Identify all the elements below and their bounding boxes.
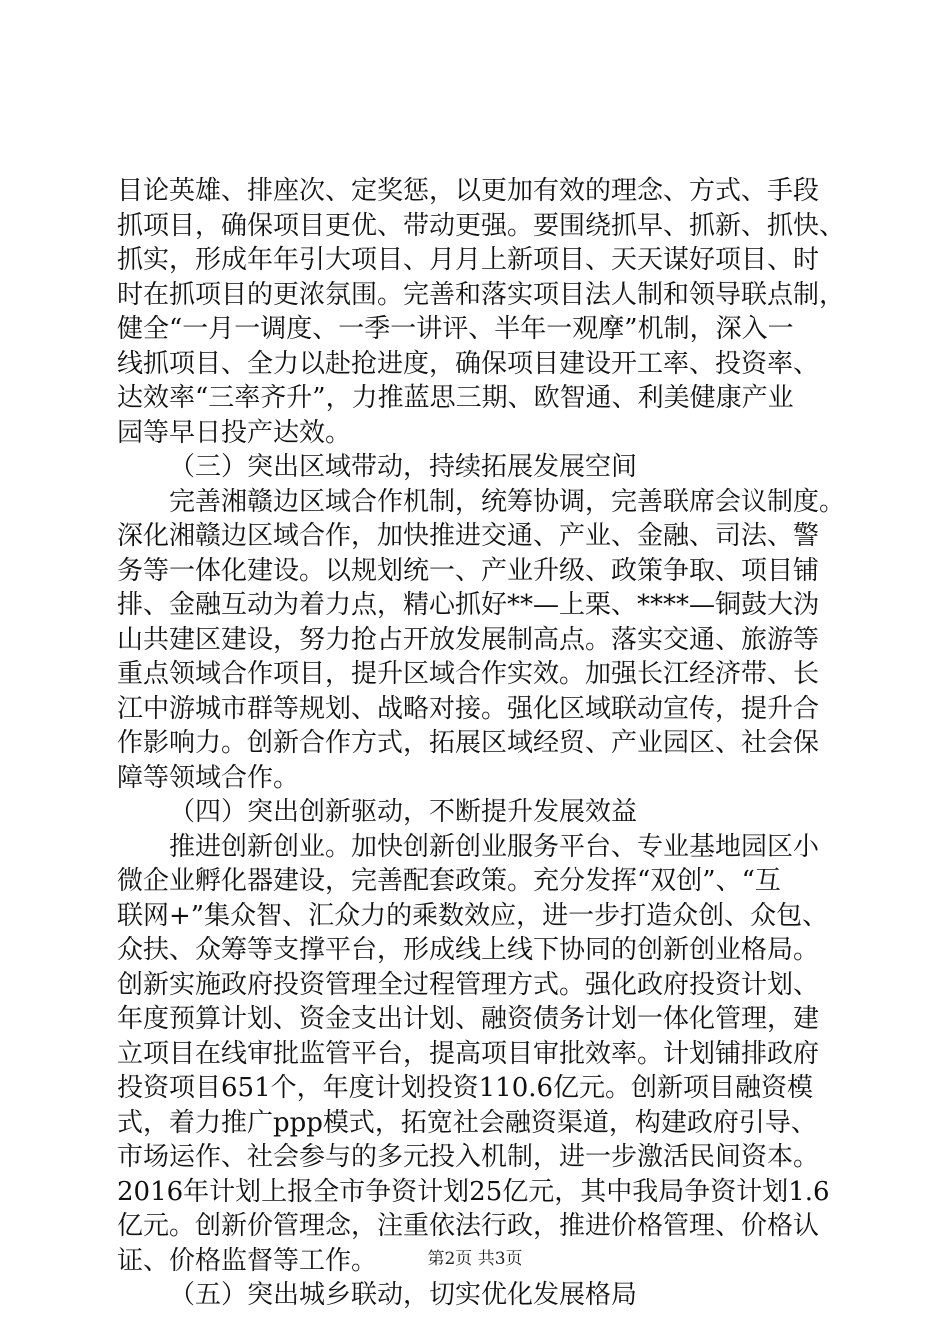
text-line: 联网+”集众智、汇众力的乘数效应，进一步打造众创、众包、 [117,900,829,931]
text-line: 式，着力推广ppp模式，拓宽社会融资渠道，构建政府引导、 [117,1107,817,1138]
text-line: 重点领域合作项目，提升区域合作实效。加强长江经济带、长 [117,659,820,689]
text-line: 市场运作、社会参与的多元投入机制，进一步激活民间资本。 [117,1142,820,1172]
text-line: 众扶、众筹等支撑平台，形成线上线下协同的创新创业格局。 [117,935,820,965]
text-line: 抓实，形成年年引大项目、月月上新项目、天天谋好项目、时 [117,245,820,275]
text-line: 务等一体化建设。以规划统一、产业升级、政策争取、项目铺 [117,555,820,586]
text-line: 年度预算计划、资金支出计划、融资债务计划一体化管理，建 [117,1004,820,1034]
text-line: 园等早日投产达效。 [117,417,352,448]
text-line: 深化湘赣边区域合作，加快推进交通、产业、金融、司法、警 [117,521,820,551]
text-line: 创新实施政府投资管理全过程管理方式。强化政府投资计划、 [117,969,820,1000]
text-line: 亿元。创新价管理念，注重依法行政，推进价格管理、价格认 [117,1211,820,1241]
page-footer: 第2页 共3页 [427,1249,523,1269]
text-line: 排、金融互动为着力点，精心抓好**—上栗、****—铜鼓大沩 [117,590,820,620]
text-line: 抓项目，确保项目更优、带动更强。要围绕抓早、抓新、抓快、 [117,210,846,241]
paragraph-start-line: （四）突出创新驱动，不断提升发展效益 [169,797,638,827]
text-line: 作影响力。创新合作方式，拓展区域经贸、产业园区、社会保 [117,728,820,758]
text-line: 微企业孵化器建设，完善配套政策。充分发挥“双创”、“互 [117,866,781,896]
paragraph-start-line: （五）突出城乡联动，切实优化发展格局 [169,1280,638,1310]
text-line: 2016年计划上报全市争资计划25亿元，其中我局争资计划1.6 [117,1176,830,1207]
paragraph-start-line: 完善湘赣边区域合作机制，统筹协调，完善联席会议制度。 [169,486,846,517]
text-line: 投资项目651个，年度计划投资110.6亿元。创新项目融资模 [117,1073,814,1103]
paragraph-start-line: （三）突出区域带动，持续拓展发展空间 [169,452,638,482]
text-line: 立项目在线审批监管平台，提高项目审批效率。计划铺排政府 [117,1038,820,1069]
text-line: 山共建区建设，努力抢占开放发展制高点。落实交通、旅游等 [117,624,820,655]
text-line: 时在抓项目的更浓氛围。完善和落实项目法人制和领导联点制， [117,279,846,310]
text-line: 达效率“三率齐升”，力推蓝思三期、欧智通、利美健康产业 [117,383,794,413]
text-line: 线抓项目、全力以赴抢进度，确保项目建设开工率、投资率、 [117,348,820,379]
text-line: 证、价格监督等工作。 [117,1245,378,1276]
text-line: 江中游城市群等规划、战略对接。强化区域联动宣传，提升合 [117,693,820,724]
paragraph-start-line: 推进创新创业。加快创新创业服务平台、专业基地园区小 [169,831,820,862]
document-body [117,174,857,1313]
text-line: 健全“一月一调度、一季一讲评、半年一观摩”机制，深入一 [117,314,794,344]
text-line: 目论英雄、排座次、定奖惩，以更加有效的理念、方式、手段 [117,176,820,206]
text-line: 障等领域合作。 [117,762,300,793]
